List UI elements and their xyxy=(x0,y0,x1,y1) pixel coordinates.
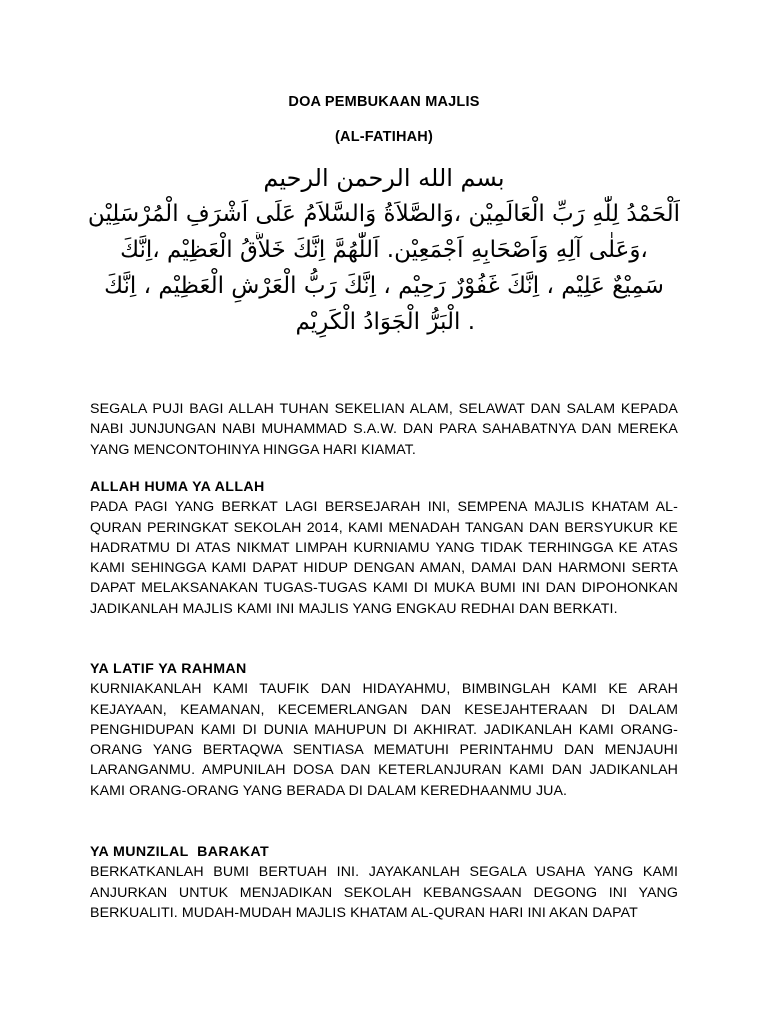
section-heading: YA MUNZILAL BARAKAT xyxy=(90,844,270,860)
arabic-prayer xyxy=(88,160,680,340)
arabic-line: ،وَعَلٰى آلِهِ وَاَصْحَابِهِ اَجْمَعِيْن. اَللّٰهُمَّ اِنَّكَ خَلاَّقُ الْعَظِيْم ،اِنَّكَ xyxy=(120,237,648,263)
section-text: KURNIAKANLAH KAMI TAUFIK DAN HIDAYAHMU, BIMBINGLAH KAMI KE ARAH KEJAYAAN, KEAMANAN, KECEMERLANGAN DAN KESEJAHTERAAN DI DALAM PENGHIDUPAN KAMI DI DUNIA MAHUPUN DI AKHIRAT. JADIKANLAH KAMI ORANG-ORANG YANG BERTAQWA SENTIASA MEMATUHI PERINTAHMU DAN MENJAUHI LARANGANMU. AMPUNILAH DOSA DAN KETERLANJURAN KAMI DAN JADIKANLAH KAMI ORANG-ORANG YANG BERADA DI DALAM KEREDHAANMU JUA. xyxy=(90,681,678,799)
section-text: BERKATKANLAH BUMI BERTUAH INI. JAYAKANLAH SEGALA USAHA YANG KAMI ANJURKAN UNTUK MENJADIKAN SEKOLAH KEBANGSAAN DEGONG INI YANG BERKUALITI. MUDAH-MUDAH MAJLIS KHATAM AL-QURAN HARI INI AKAN DAPAT xyxy=(90,864,678,921)
intro-paragraph xyxy=(90,399,678,460)
arabic-line: اَلْحَمْدُ لِلّٰهِ رَبِّ الْعَالَمِيْن ،وَالصَّلاَةُ وَالسَّلاَمُ عَلَى اَشْرَفِ الْمُرْسَلِيْن xyxy=(88,201,680,227)
arabic-line: . الْبَرُّ الْجَوَادُ الْكَرِيْم xyxy=(295,309,475,335)
section-text: PADA PAGI YANG BERKAT LAGI BERSEJARAH INI, SEMPENA MAJLIS KHATAM AL-QURAN PERINGKAT SEKOLAH 2014, KAMI MENADAH TANGAN DAN BERSYUKUR KE HADRATMU DI ATAS NIKMAT LIMPAH KURNIAMU YANG TIDAK TERHINGGA KE ATAS KAMI SEHINGGA KAMI DAPAT HIDUP DENGAN AMAN, DAMAI DAN HARMONI SERTA DAPAT MELAKSANAKAN TUGAS-TUGAS KAMI DI MUKA BUMI INI DAN DIPOHONKAN JADIKANLAH MAJLIS KAMI INI MAJLIS YANG ENGKAU REDHAI DAN BERKATI. xyxy=(90,499,678,617)
prayer-section xyxy=(90,477,678,619)
prayer-section xyxy=(90,842,678,923)
document-title: DOA PEMBUKAAN MAJLIS xyxy=(288,94,480,110)
section-heading: YA LATIF YA RAHMAN xyxy=(90,661,247,677)
section-heading: ALLAH HUMA YA ALLAH xyxy=(90,479,265,495)
intro-text: SEGALA PUJI BAGI ALLAH TUHAN SEKELIAN ALAM, SELAWAT DAN SALAM KEPADA NABI JUNJUNGAN NABI MUHAMMAD S.A.W. DAN PARA SAHABATNYA DAN MEREKA YANG MENCONTOHINYA HINGGA HARI KIAMAT. xyxy=(90,401,678,458)
arabic-line: بسم الله الرحمن الرحيم xyxy=(263,164,505,192)
arabic-line: سَمِيْعٌ عَلِيْم ، اِنَّكَ غَفُوْرٌ رَحِيْم ، اِنَّكَ رَبُّ الْعَرْشِ الْعَظِيْم ، اِنَّكَ xyxy=(104,273,664,299)
document-subtitle: (AL-FATIHAH) xyxy=(335,129,433,145)
prayer-section xyxy=(90,659,678,801)
